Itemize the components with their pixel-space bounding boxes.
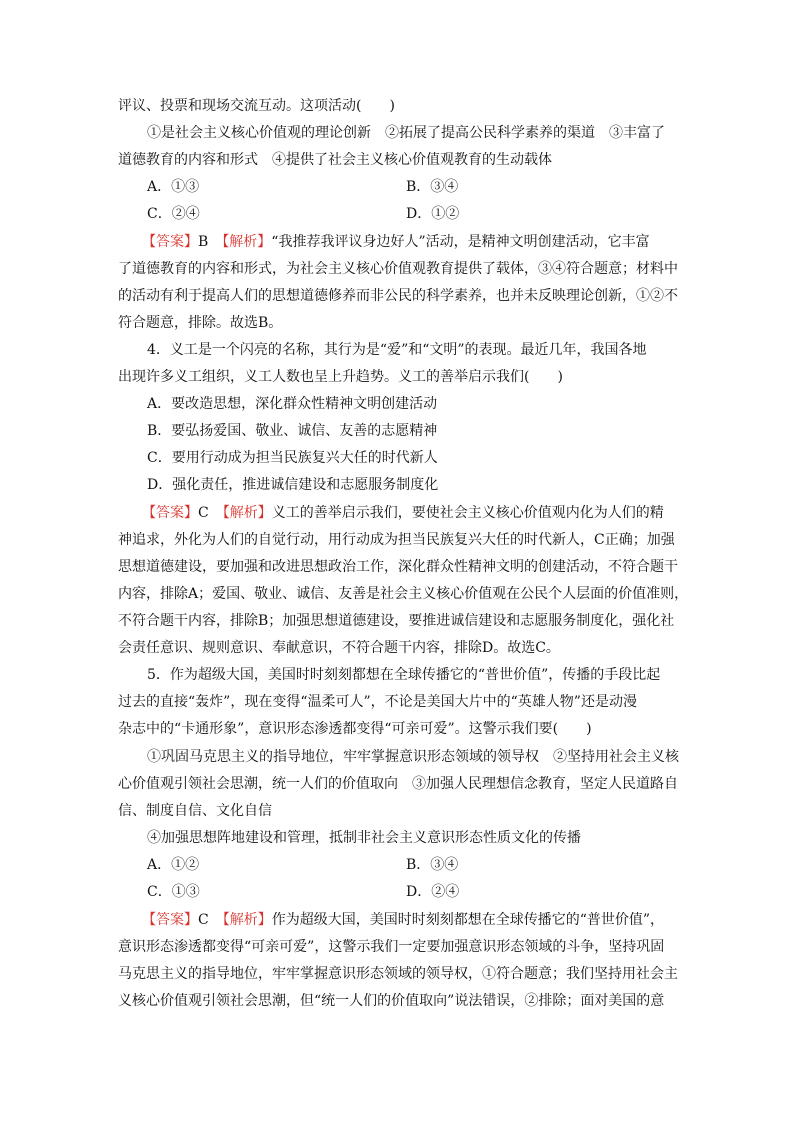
analysis-text: 不符合题干内容，排除B；加强思想道德建设，要推进诚信建设和志愿服务制度化，强化社 [118,613,675,629]
q5-items-text: 心价值观引领社会思潮，统一人们的价值取向 ③加强人民理想信念教育，坚定人民道路自 [118,776,678,792]
answer-letter: B [198,234,209,250]
analysis-text: 内容，排除A；爱国、敬业、诚信、友善是社会主义核心价值观在公民个人层面的价值准则， [118,586,689,602]
analysis-label: 【解析】 [222,234,272,250]
analysis-text: 义核心价值观引领社会思潮，但“统一人们的价值取向”说法错误，②排除；面对美国的意 [118,993,665,1009]
q5-items-text: ④加强思想阵地建设和管理，抵制非社会主义意识形态性质文化的传播 [147,830,581,846]
answer-label: 【答案】 [142,505,198,521]
analysis-text: 神追求，外化为人们的自觉行动，用行动成为担当民族复兴大任的时代新人，C正确；加强 [118,532,675,548]
analysis-text: 马克思主义的指导地位，牢牢掌握意识形态领域的领导权，①符合题意；我们坚持用社会主 [118,966,678,982]
analysis-text: 意识形态渗透都变得“可亲可爱”，这警示我们一定要加强意识形态领域的斗争，坚持巩固 [118,939,665,955]
q3-stem-text: 评议、投票和现场交流互动。这项活动( ) [118,98,395,114]
q5-option-b: B．③④ [406,857,459,873]
q5-stem-text: 杂志中的“卡通形象”，意识形态渗透都变得“可亲可爱”。这警示我们要( ) [118,721,592,737]
q3-items-text1: ①是社会主义核心价值观的理论创新 ②拓展了提高公民科学素养的渠道 ③丰富了 [147,125,665,141]
analysis-text: 义工的善举启示我们，要使社会主义核心价值观内化为人们的精 [271,505,664,521]
q3-option-a: A．①③ [147,179,200,195]
analysis-text: 了道德教育的内容和形式，为社会主义核心价值观教育提供了载体，③④符合题意；材料中 [118,261,678,277]
q4-option-a-text: A．要改造思想，深化群众性精神文明创建活动 [147,396,438,412]
q5-items-text: 信、制度自信、文化自信 [118,803,272,819]
analysis-text: 的活动有利于提高人们的思想道德修养而非公民的科学素养，也并未反映理论创新，①②不 [118,288,678,304]
analysis-label: 【解析】 [222,505,272,521]
q4-stem-text: 出现许多义工组织，义工人数也呈上升趋势。义工的善举启示我们( ) [118,369,563,385]
q4-option-b-text: B．要弘扬爱国、敬业、诚信、友善的志愿精神 [147,423,438,439]
q5-option-a: A．①② [147,857,200,873]
answer-letter: C [198,912,209,928]
analysis-text: 会责任意识、规则意识、奉献意识，不符合题干内容，排除D。故选C。 [118,640,560,656]
q3-option-d: D．①② [406,206,460,222]
analysis-label: 【解析】 [222,912,272,928]
q5-stem-text: 过去的直接“轰炸”，现在变得“温柔可人”，不论是美国大片中的“英雄人物”还是动漫 [118,694,637,710]
q5-items-text: ①巩固马克思主义的指导地位，牢牢掌握意识形态领域的领导权 ②坚持用社会主义核 [147,749,679,765]
q5-option-c: C．①③ [147,884,200,900]
q5-option-d: D．②④ [406,884,460,900]
analysis-text: 作为超级大国，美国时时刻刻都想在全球传播它的“普世价值”， [271,912,665,928]
q5-stem-text: 5．作为超级大国，美国时时刻刻都想在全球传播它的“普世价值”，传播的手段比起 [147,667,661,683]
analysis-text: 符合题意，排除。故选B。 [118,315,283,331]
q3-items-text2: 道德教育的内容和形式 ④提供了社会主义核心价值观教育的生动载体 [118,152,552,168]
answer-label: 【答案】 [142,234,198,250]
analysis-text: “我推荐我评议身边好人”活动，是精神文明创建活动，它丰富 [271,234,650,250]
q4-option-c-text: C．要用行动成为担当民族复兴大任的时代新人 [147,450,438,466]
q4-stem-text: 4．义工是一个闪亮的名称，其行为是“爱”和“文明”的表现。最近几年，我国各地 [147,342,647,358]
q4-option-d-text: D．强化责任，推进诚信建设和志愿服务制度化 [147,477,439,493]
q3-option-c: C．②④ [147,206,200,222]
q3-option-b: B．③④ [406,179,459,195]
analysis-text: 思想道德建设，要加强和改进思想政治工作，深化群众性精神文明的创建活动，不符合题干 [118,559,678,575]
answer-label: 【答案】 [142,912,198,928]
answer-letter: C [198,505,209,521]
